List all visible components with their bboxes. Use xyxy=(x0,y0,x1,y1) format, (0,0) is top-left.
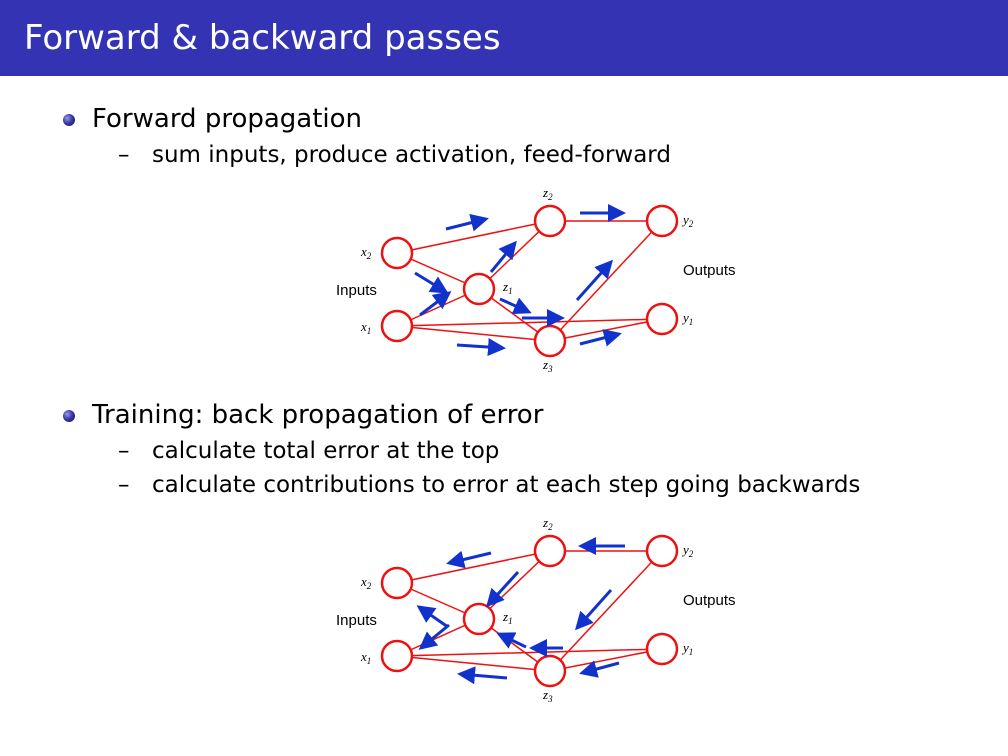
forward-arrows xyxy=(415,213,623,348)
outputs-label: Outputs xyxy=(683,592,736,609)
label-z3: $z_3$ xyxy=(543,687,553,704)
label-y1: $y_1$ xyxy=(683,640,694,657)
label-x1: $x_1$ xyxy=(361,649,372,666)
dash-marker: – xyxy=(118,472,130,498)
arrow-icon xyxy=(449,553,491,563)
arrow-icon xyxy=(421,625,449,648)
node-y1 xyxy=(647,304,677,334)
backward-network-diagram xyxy=(0,515,1008,715)
edges xyxy=(397,551,662,671)
label-z1: $z_1$ xyxy=(503,609,513,626)
section2-item: calculate contributions to error at each step going backwards xyxy=(152,472,861,498)
inputs-label: Inputs xyxy=(336,612,377,629)
node-x2 xyxy=(382,238,412,268)
section1-item: sum inputs, produce activation, feed-forward xyxy=(152,142,671,168)
edges xyxy=(397,221,662,341)
arrow-icon xyxy=(580,334,619,344)
section1-heading: Forward propagation xyxy=(92,104,363,134)
dash-marker: – xyxy=(118,142,130,168)
arrow-icon xyxy=(499,634,526,647)
node-y1 xyxy=(647,634,677,664)
slide-title: Forward & backward passes xyxy=(24,18,501,58)
outputs-label: Outputs xyxy=(683,262,736,279)
arrow-icon xyxy=(500,299,529,312)
label-z2: $z_2$ xyxy=(543,515,553,532)
edge xyxy=(397,326,550,341)
arrow-icon xyxy=(460,674,507,678)
backward-arrows xyxy=(419,546,625,678)
edge xyxy=(397,319,662,326)
node-x1 xyxy=(382,311,412,341)
edge xyxy=(397,656,550,671)
node-z1 xyxy=(464,604,494,634)
inputs-label: Inputs xyxy=(336,282,377,299)
label-x2: $x_2$ xyxy=(361,574,372,591)
node-x2 xyxy=(382,568,412,598)
forward-network-diagram xyxy=(0,185,1008,385)
arrow-icon xyxy=(457,345,503,348)
node-z1 xyxy=(464,274,494,304)
node-z2 xyxy=(535,206,565,236)
label-z2: $z_2$ xyxy=(543,185,553,202)
bullet-icon xyxy=(63,410,75,422)
node-z2 xyxy=(535,536,565,566)
arrow-icon xyxy=(446,219,486,229)
arrow-icon xyxy=(419,607,448,627)
bullet-icon xyxy=(63,114,75,126)
node-z3 xyxy=(535,656,565,686)
section2-heading: Training: back propagation of error xyxy=(92,400,544,430)
label-z3: $z_3$ xyxy=(543,357,553,374)
node-z3 xyxy=(535,326,565,356)
node-y2 xyxy=(647,206,677,236)
node-x1 xyxy=(382,641,412,671)
title-bar xyxy=(0,0,1008,76)
dash-marker: – xyxy=(118,438,130,464)
arrow-icon xyxy=(415,273,446,292)
arrow-icon xyxy=(577,590,611,628)
label-y2: $y_2$ xyxy=(683,542,694,559)
label-x2: $x_2$ xyxy=(361,244,372,261)
edge xyxy=(397,649,662,656)
section2-item: calculate total error at the top xyxy=(152,438,500,464)
label-z1: $z_1$ xyxy=(503,279,513,296)
label-y2: $y_2$ xyxy=(683,212,694,229)
arrow-icon xyxy=(582,663,619,673)
label-x1: $x_1$ xyxy=(361,319,372,336)
node-y2 xyxy=(647,536,677,566)
arrow-icon xyxy=(488,572,518,605)
edge xyxy=(397,221,550,253)
label-y1: $y_1$ xyxy=(683,310,694,327)
